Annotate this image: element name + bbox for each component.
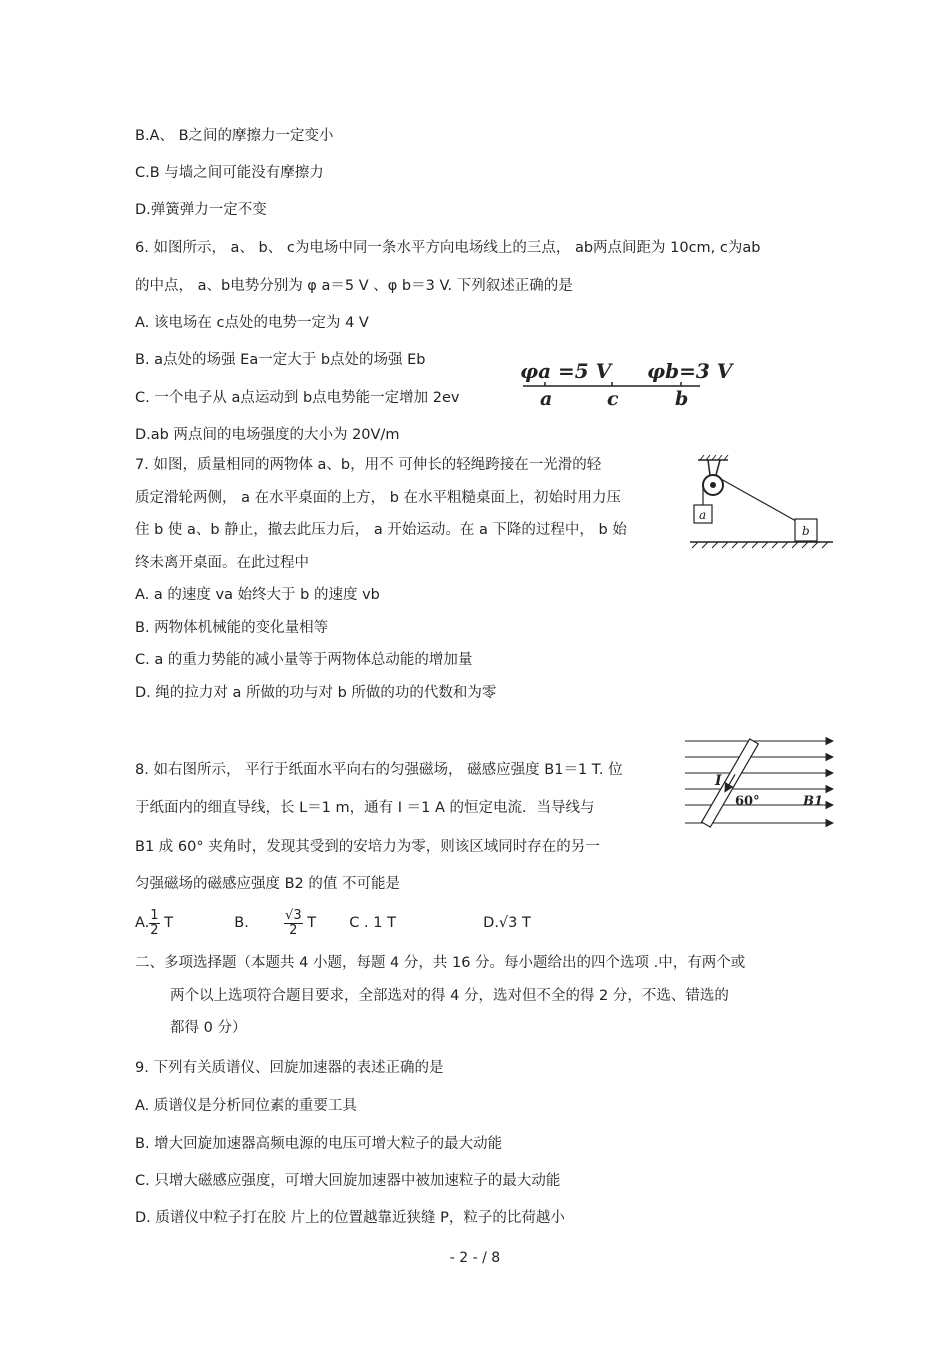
q9-stem: 9. 下列有关质谱仪、回旋加速器的表述正确的是 bbox=[135, 1060, 444, 1076]
q7-pulley-figure bbox=[688, 455, 836, 555]
page-footer: - 2 - / 8 bbox=[449, 1250, 501, 1266]
q8-options-row bbox=[135, 908, 531, 938]
q9-option-b: B. 增大回旋加速器高频电源的电压可增大粒子的最大动能 bbox=[135, 1136, 503, 1152]
q8-option-a-unit: T bbox=[164, 915, 174, 931]
q5-option-c: C.B 与墙之间可能没有摩擦力 bbox=[135, 165, 324, 181]
q8-option-a-denominator: 2 bbox=[150, 922, 159, 938]
q5-option-d: D.弹簧弹力一定不变 bbox=[135, 202, 267, 218]
q6-point-b: b bbox=[675, 388, 689, 410]
q6-option-c: C. 一个电子从 a点运动到 b点电势能一定增加 2ev bbox=[135, 390, 460, 406]
q6-option-d: D.ab 两点间的电场强度的大小为 20V/m bbox=[135, 427, 400, 443]
q7-block-a-label: a bbox=[699, 508, 707, 522]
q8-option-a-fraction bbox=[149, 909, 159, 938]
q7-option-a: A. a 的速度 va 始终大于 b 的速度 vb bbox=[135, 587, 380, 603]
q6-stem-line1: 6. 如图所示， a、 b、 c为电场中同一条水平方向电场线上的三点， ab两点间距为 10cm, c为ab bbox=[135, 240, 761, 256]
q6-phi-b-label: φb=3 V bbox=[647, 359, 733, 383]
q6-phi-a-label: φa =5 V bbox=[520, 359, 612, 383]
q6-field-line-figure bbox=[515, 352, 733, 412]
q7-stem-line3: 住 b 使 a、b 静止，撤去此压力后， a 开始运动。在 a 下降的过程中， b 始 bbox=[135, 522, 627, 538]
q9-option-c: C. 只增大磁感应强度，可增大回旋加速器中被加速粒子的最大动能 bbox=[135, 1173, 561, 1189]
q8-option-b-unit: T bbox=[307, 915, 317, 931]
q6-stem-line2: 的中点， a、b电势分别为 φ a＝5 V 、φ b＝3 V. 下列叙述正确的是 bbox=[135, 278, 573, 294]
q8-current-label: I bbox=[715, 773, 722, 789]
q6-option-b: B. a点处的场强 Ea一定大于 b点处的场强 Eb bbox=[135, 352, 426, 368]
q5-option-b: B.A、 B之间的摩擦力一定变小 bbox=[135, 128, 334, 144]
q8-option-d: D.√3 T bbox=[483, 915, 531, 931]
q7-stem-line2: 质定滑轮两侧， a 在水平桌面的上方， b 在水平粗糙桌面上，初始时用力压 bbox=[135, 490, 622, 506]
q8-option-a-prefix: A. bbox=[135, 915, 150, 931]
q7-stem-line1: 7. 如图，质量相同的两物体 a、b，用不 可伸长的轻绳跨接在一光滑的轻 bbox=[135, 457, 602, 473]
q6-point-a: a bbox=[540, 388, 553, 410]
q8-angle-label: 60° bbox=[735, 794, 760, 809]
q8-b1-label: B1 bbox=[803, 794, 824, 809]
q8-stem-line4: 匀强磁场的磁感应强度 B2 的值 不可能是 bbox=[135, 876, 400, 892]
q7-stem-line4: 终未离开桌面。在此过程中 bbox=[135, 555, 309, 571]
q8-option-b-denominator: 2 bbox=[289, 922, 298, 938]
q7-block-b-label: b bbox=[802, 524, 810, 538]
q8-option-c: C . 1 T bbox=[349, 915, 396, 931]
q7-option-d: D. 绳的拉力对 a 所做的功与对 b 所做的功的代数和为零 bbox=[135, 685, 497, 701]
section2-heading-line3: 都得 0 分） bbox=[170, 1020, 247, 1036]
q8-stem-line2: 于纸面内的细直导线，长 L＝1 m，通有 I ＝1 A 的恒定电流．当导线与 bbox=[135, 800, 595, 816]
q8-option-a-numerator: 1 bbox=[150, 907, 159, 923]
section2-heading-line1: 二、多项选择题（本题共 4 小题，每题 4 分，共 16 分。每小题给出的四个选项 .中，有两个或 bbox=[135, 955, 746, 971]
q6-point-c: c bbox=[607, 388, 619, 410]
q7-option-b: B. 两物体机械能的变化量相等 bbox=[135, 620, 329, 636]
q6-option-a: A. 该电场在 c点处的电势一定为 4 V bbox=[135, 315, 369, 331]
q8-option-b-numerator: √3 bbox=[285, 907, 302, 923]
q8-stem-line3: B1 成 60° 夹角时，发现其受到的安培力为零，则该区域同时存在的另一 bbox=[135, 839, 600, 855]
q8-stem-line1: 8. 如右图所示， 平行于纸面水平向右的匀强磁场， 磁感应强度 B1＝1 T. 位 bbox=[135, 762, 623, 778]
q8-option-b-prefix: B. bbox=[234, 915, 249, 931]
q9-option-d: D. 质谱仪中粒子打在胶 片上的位置越靠近狭缝 P，粒子的比荷越小 bbox=[135, 1210, 565, 1226]
q8-option-b-fraction bbox=[284, 909, 303, 938]
section2-heading-line2: 两个以上选项符合题目要求，全部选对的得 4 分，选对但不全的得 2 分，不选、错选的 bbox=[170, 988, 729, 1004]
q8-magnetic-field-figure bbox=[683, 733, 841, 833]
q9-option-a: A. 质谱仪是分析同位素的重要工具 bbox=[135, 1098, 357, 1114]
q7-option-c: C. a 的重力势能的减小量等于两物体总动能的增加量 bbox=[135, 652, 473, 668]
